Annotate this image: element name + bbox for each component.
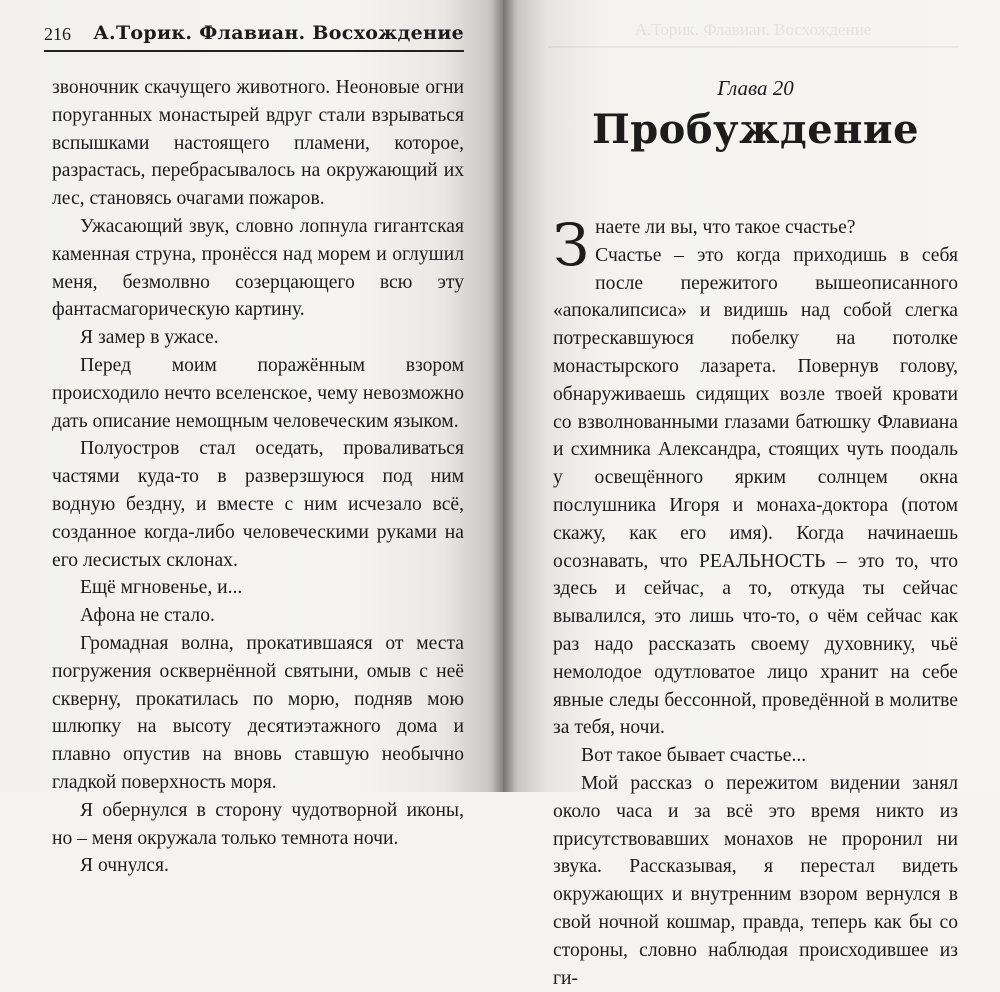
paragraph: Полуостров стал оседать, проваливаться частями куда-то в разверзшуюся под ним водную бездну, и вместе с ним исчезало всё, созданное когда-либо человеческими руками на его лесистых склонах. <box>52 438 464 571</box>
running-head <box>44 22 464 52</box>
paragraph: Я обернулся в сторону чудотворной иконы, но – меня окружала только темнота ночи. <box>52 799 464 849</box>
paragraph: Ужасающий звук, словно лопнула гигантская каменная струна, пронёсся над морем и оглушил меня, безмолвно созерцающего всю эту фантасмагорическую картину. <box>52 215 464 321</box>
left-page-body <box>52 74 464 880</box>
paragraph: звоночник скачущего животного. Неоновые огни поруганных монастырей вдруг стали взрываться вспышками настоящего пламени, которое, разрастась, перебрасывалось на окружающий их лес, становясь очагами пожаров. <box>52 77 464 210</box>
paragraph: наете ли вы, что такое счастье? <box>595 217 856 238</box>
bleed-through-running-head: А.Торик. Флавиан. Восхождение <box>548 20 958 48</box>
chapter-title: Пробуждение <box>591 106 920 153</box>
right-page-body <box>553 211 958 992</box>
paragraph: Я замер в ужасе. <box>80 327 219 349</box>
paragraph: Я очнулся. <box>80 855 169 877</box>
paragraph: Мой рассказ о пережитом видении занял около часа и за всё это время никто из присутствовавших монахов не проронил ни звука. Рассказывая, я перестал видеть окружающих и внутренним взором вернулся в свой ночной кошмар, правда, теперь как бы со стороны, словно наблюдая происходившее из ги- <box>553 772 958 989</box>
running-title: А.Торик. Флавиан. Восхождение <box>93 22 464 44</box>
paragraph: Вот такое бывает счастье... <box>581 745 807 767</box>
book-gutter <box>493 0 515 792</box>
paragraph: Ещё мгновенье, и... <box>80 577 243 599</box>
paragraph: Счастье – это когда приходишь в себя после пережитого вышеописанного «апокалипсиса» и видишь над собой слегка потрескавшуюся побелку на потолке монастырского лазарета. Повернув голову, обнаруживаешь сидящих возле твоей кровати со взволнованными глазами батюшку Флавиана и схимника Александра, стоящих чуть поодаль у освещённого ярким солнцем окна послушника Игоря и монаха-доктора (потом скажу, как его имя). Когда начинаешь осознавать, что РЕАЛЬНОСТЬ – это то, что здесь и сейчас, а то, откуда ты сейчас вывалился, это лишь что-то, о чём сейчас как раз надо рассказать своему духовнику, чьё немолодое одутловатое лицо хранит на себе явные следы бессонной, проведённой в молитве за тебя, ночи. <box>553 244 958 739</box>
left-page <box>0 0 503 877</box>
paragraph: Громадная волна, прокатившаяся от места погружения осквернённой святыни, омыв с неё скверну, прокатилась по морю, подняв мою шлюпку на высоту десятиэтажного дома и плавно опустив на вновь ставшую необычно гладкой поверхность моря. <box>52 632 464 793</box>
chapter-label: Глава 20 <box>717 76 794 100</box>
paragraph: Перед моим поражённым взором происходило нечто вселенское, чему невозможно дать описание немощным человеческим языком. <box>52 354 464 432</box>
paragraph: Афона не стало. <box>80 605 215 627</box>
page-number: 216 <box>44 24 71 44</box>
drop-cap: З <box>553 211 590 279</box>
